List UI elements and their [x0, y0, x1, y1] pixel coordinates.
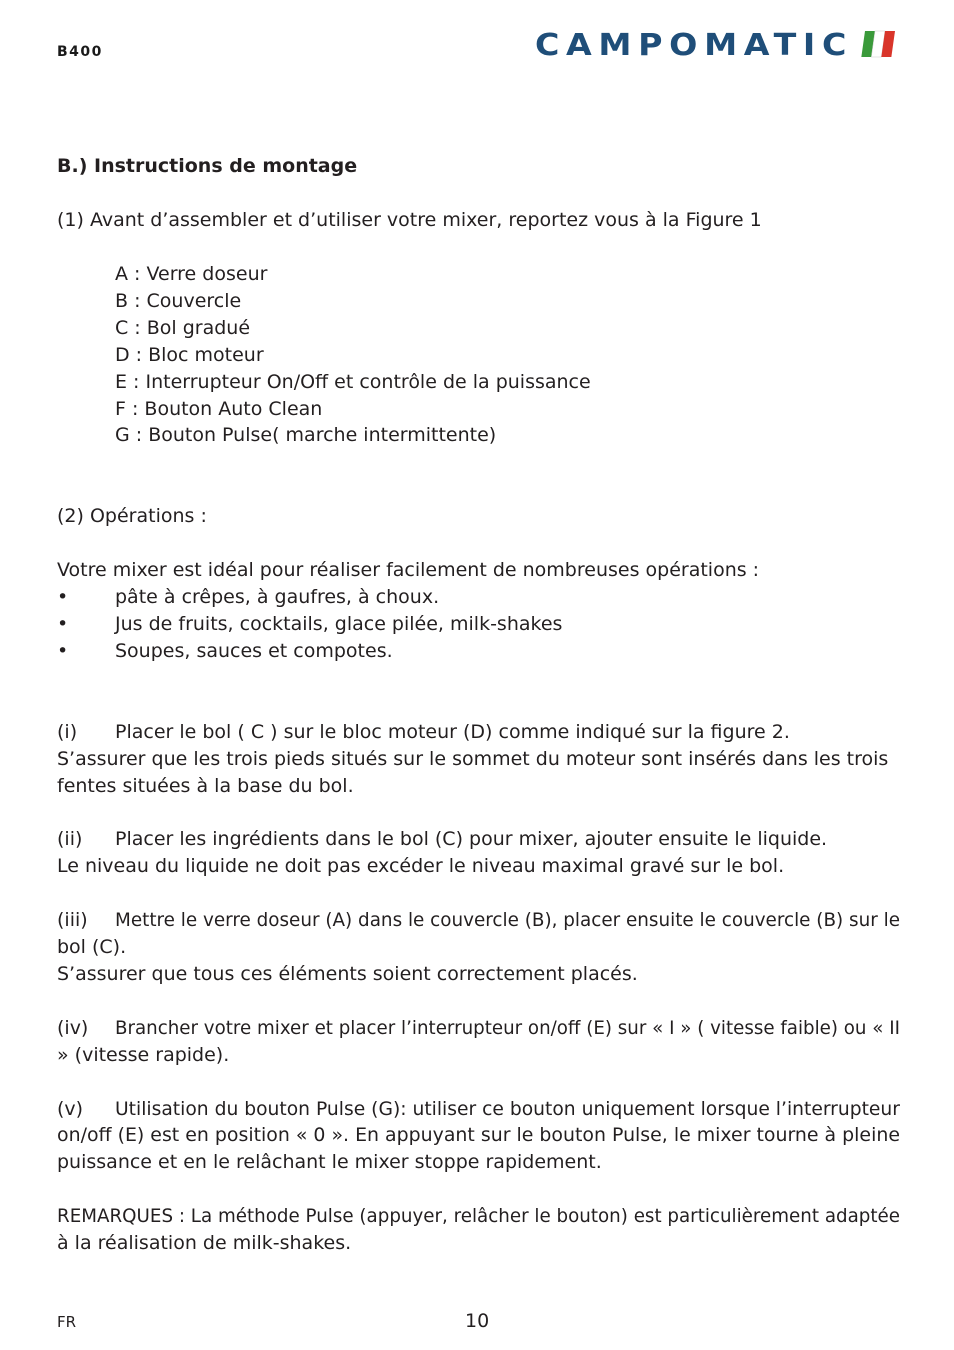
operations-intro: Votre mixer est idéal pour réaliser facilement de nombreuses opérations :	[57, 559, 760, 581]
step-text: on/off (E) est en position « 0 ». En appuyant sur le bouton Pulse, le mixer tourne à pleine	[57, 1124, 900, 1146]
bullet-icon: •	[57, 586, 69, 608]
model-number: B400	[57, 44, 103, 60]
step-text: puissance et en le relâchant le mixer stoppe rapidement.	[57, 1151, 602, 1173]
remarks-text: REMARQUES : La méthode Pulse (appuyer, relâcher le bouton) est particulièrement adaptée	[57, 1205, 901, 1227]
part-item: C : Bol gradué	[115, 317, 251, 339]
step-text: » (vitesse rapide).	[57, 1044, 230, 1066]
step-text: Placer les ingrédients dans le bol (C) pour mixer, ajouter ensuite le liquide.	[115, 828, 828, 850]
step-text: Utilisation du bouton Pulse (G): utiliser ce bouton uniquement lorsque l’interrupteur	[115, 1098, 900, 1120]
part-item: F : Bouton Auto Clean	[115, 398, 323, 420]
step-label: (v)	[57, 1098, 84, 1120]
part-item: B : Couvercle	[115, 290, 242, 312]
campomatic-logo	[535, 28, 899, 62]
step-text: S’assurer que les trois pieds situés sur le sommet du moteur sont insérés dans les trois	[57, 748, 889, 770]
step-label: (ii)	[57, 828, 83, 850]
bullet-item: pâte à crêpes, à gaufres, à choux.	[115, 586, 440, 608]
footer-language: FR	[57, 1313, 77, 1331]
step-text: Mettre le verre doseur (A) dans le couvercle (B), placer ensuite le couvercle (B) sur le	[115, 909, 900, 931]
bullet-icon: •	[57, 613, 69, 635]
step-label: (i)	[57, 721, 78, 743]
step-text: fentes situées à la base du bol.	[57, 775, 354, 797]
operations-title: (2) Opérations :	[57, 505, 207, 527]
part-item: E : Interrupteur On/Off et contrôle de la puissance	[115, 371, 591, 393]
intro-paragraph: (1) Avant d’assembler et d’utiliser votre mixer, reportez vous à la Figure 1	[57, 209, 762, 231]
step-text: bol (C).	[57, 936, 127, 958]
bullet-item: Jus de fruits, cocktails, glace pilée, milk-shakes	[115, 613, 563, 635]
part-item: G : Bouton Pulse( marche intermittente)	[115, 424, 497, 446]
bullet-item: Soupes, sauces et compotes.	[115, 640, 393, 662]
svg-text:CAMPOMATIC: CAMPOMATIC	[535, 28, 853, 62]
part-item: D : Bloc moteur	[115, 344, 264, 366]
step-label: (iv)	[57, 1017, 89, 1039]
step-text: Brancher votre mixer et placer l’interrupteur on/off (E) sur « I » ( vitesse faible) ou « II	[115, 1017, 900, 1039]
section-heading: B.) Instructions de montage	[57, 155, 358, 177]
step-text: Le niveau du liquide ne doit pas excéder le niveau maximal gravé sur le bol.	[57, 855, 785, 877]
bullet-icon: •	[57, 640, 69, 662]
step-text: S’assurer que tous ces éléments soient correctement placés.	[57, 963, 638, 985]
remarks-text: à la réalisation de milk-shakes.	[57, 1232, 352, 1254]
step-text: Placer le bol ( C ) sur le bloc moteur (D) comme indiqué sur la figure 2.	[115, 721, 790, 743]
step-label: (iii)	[57, 909, 88, 931]
part-item: A : Verre doseur	[115, 263, 268, 285]
page-number: 10	[465, 1310, 490, 1332]
